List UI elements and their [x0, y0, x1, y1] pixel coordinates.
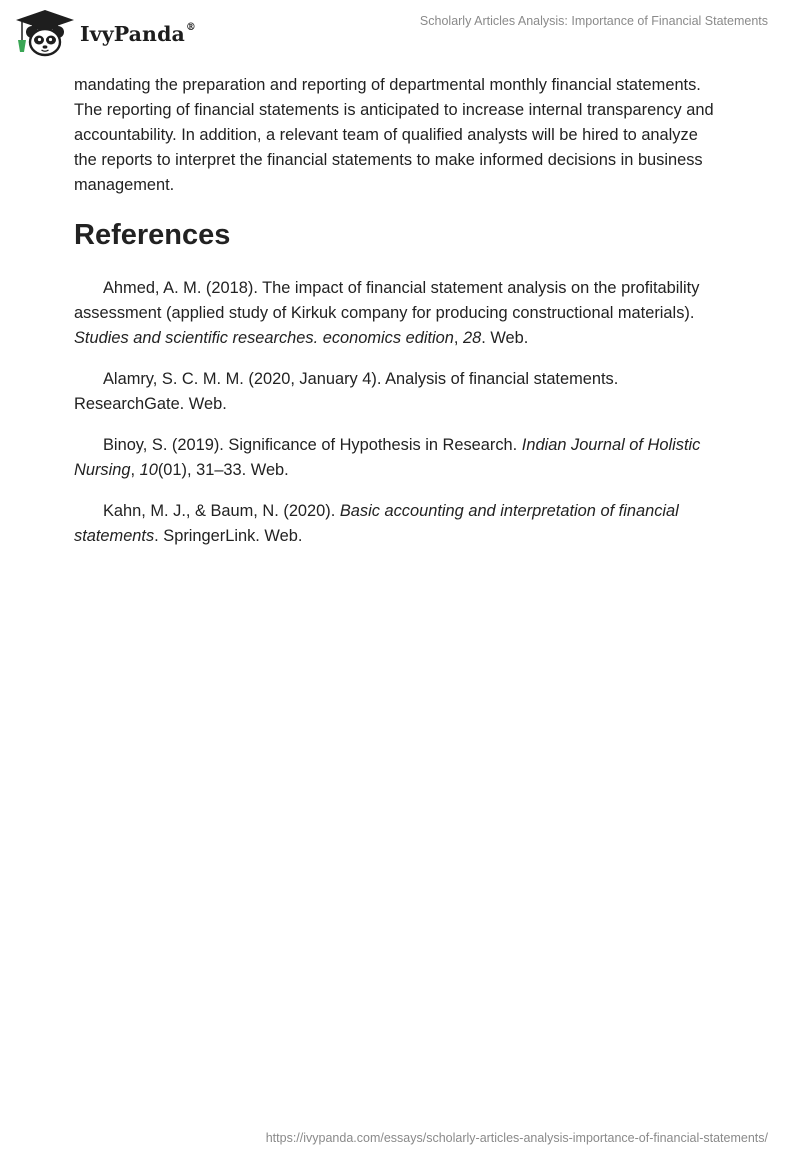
panda-graduation-cap-icon [14, 8, 76, 58]
document-title: Scholarly Articles Analysis: Importance of Financial Statements [419, 14, 768, 28]
reference-text: . SpringerLink. Web. [154, 527, 303, 545]
reference-text: Binoy, S. (2019). Significance of Hypothesis in Research. [103, 436, 522, 454]
reference-source-title: Studies and scientific researches. economics edition [74, 329, 454, 347]
reference-item [74, 276, 724, 351]
reference-volume: 28 [463, 329, 482, 347]
reference-source-title: Basic accounting and interpretation of financial statements [74, 502, 679, 545]
page-header [0, 0, 800, 64]
reference-text: (01), 31–33. Web. [157, 461, 289, 479]
body-paragraph: mandating the preparation and reporting of departmental monthly financial statements. The reporting of financial statements is anticipated to increase internal transparency and accountability. In addition, a relevant team of qualified analysts will be hired to analyze the reports to interpret the financial statements to make informed decisions in business management. [74, 76, 714, 194]
reference-text: Kahn, M. J., & Baum, N. (2020). [103, 502, 340, 520]
reference-volume: 10 [139, 461, 158, 479]
reference-source-title: Indian Journal of Holistic Nursing [74, 436, 701, 479]
registered-mark: ® [185, 22, 196, 34]
reference-text: . Web. [481, 329, 529, 347]
footer-url-link[interactable]: https://ivypanda.com/essays/scholarly-articles-analysis-importance-of-financial-statements/ [265, 1131, 768, 1145]
references-heading: References [74, 219, 231, 251]
reference-text: Ahmed, A. M. (2018). The impact of financial statement analysis on the profitability assessment (applied study of Kirkuk company for producing constructional materials). [74, 279, 700, 322]
logo[interactable] [14, 8, 196, 58]
reference-text: , [130, 461, 140, 479]
reference-item [74, 433, 724, 483]
reference-text: Alamry, S. C. M. M. (2020, January 4). Analysis of financial statements. ResearchGate. Web. [74, 370, 619, 413]
reference-item [74, 367, 724, 417]
reference-text: , [453, 329, 464, 347]
document-body [74, 73, 724, 565]
reference-item [74, 499, 724, 549]
logo-text: IvyPanda® [80, 22, 196, 46]
